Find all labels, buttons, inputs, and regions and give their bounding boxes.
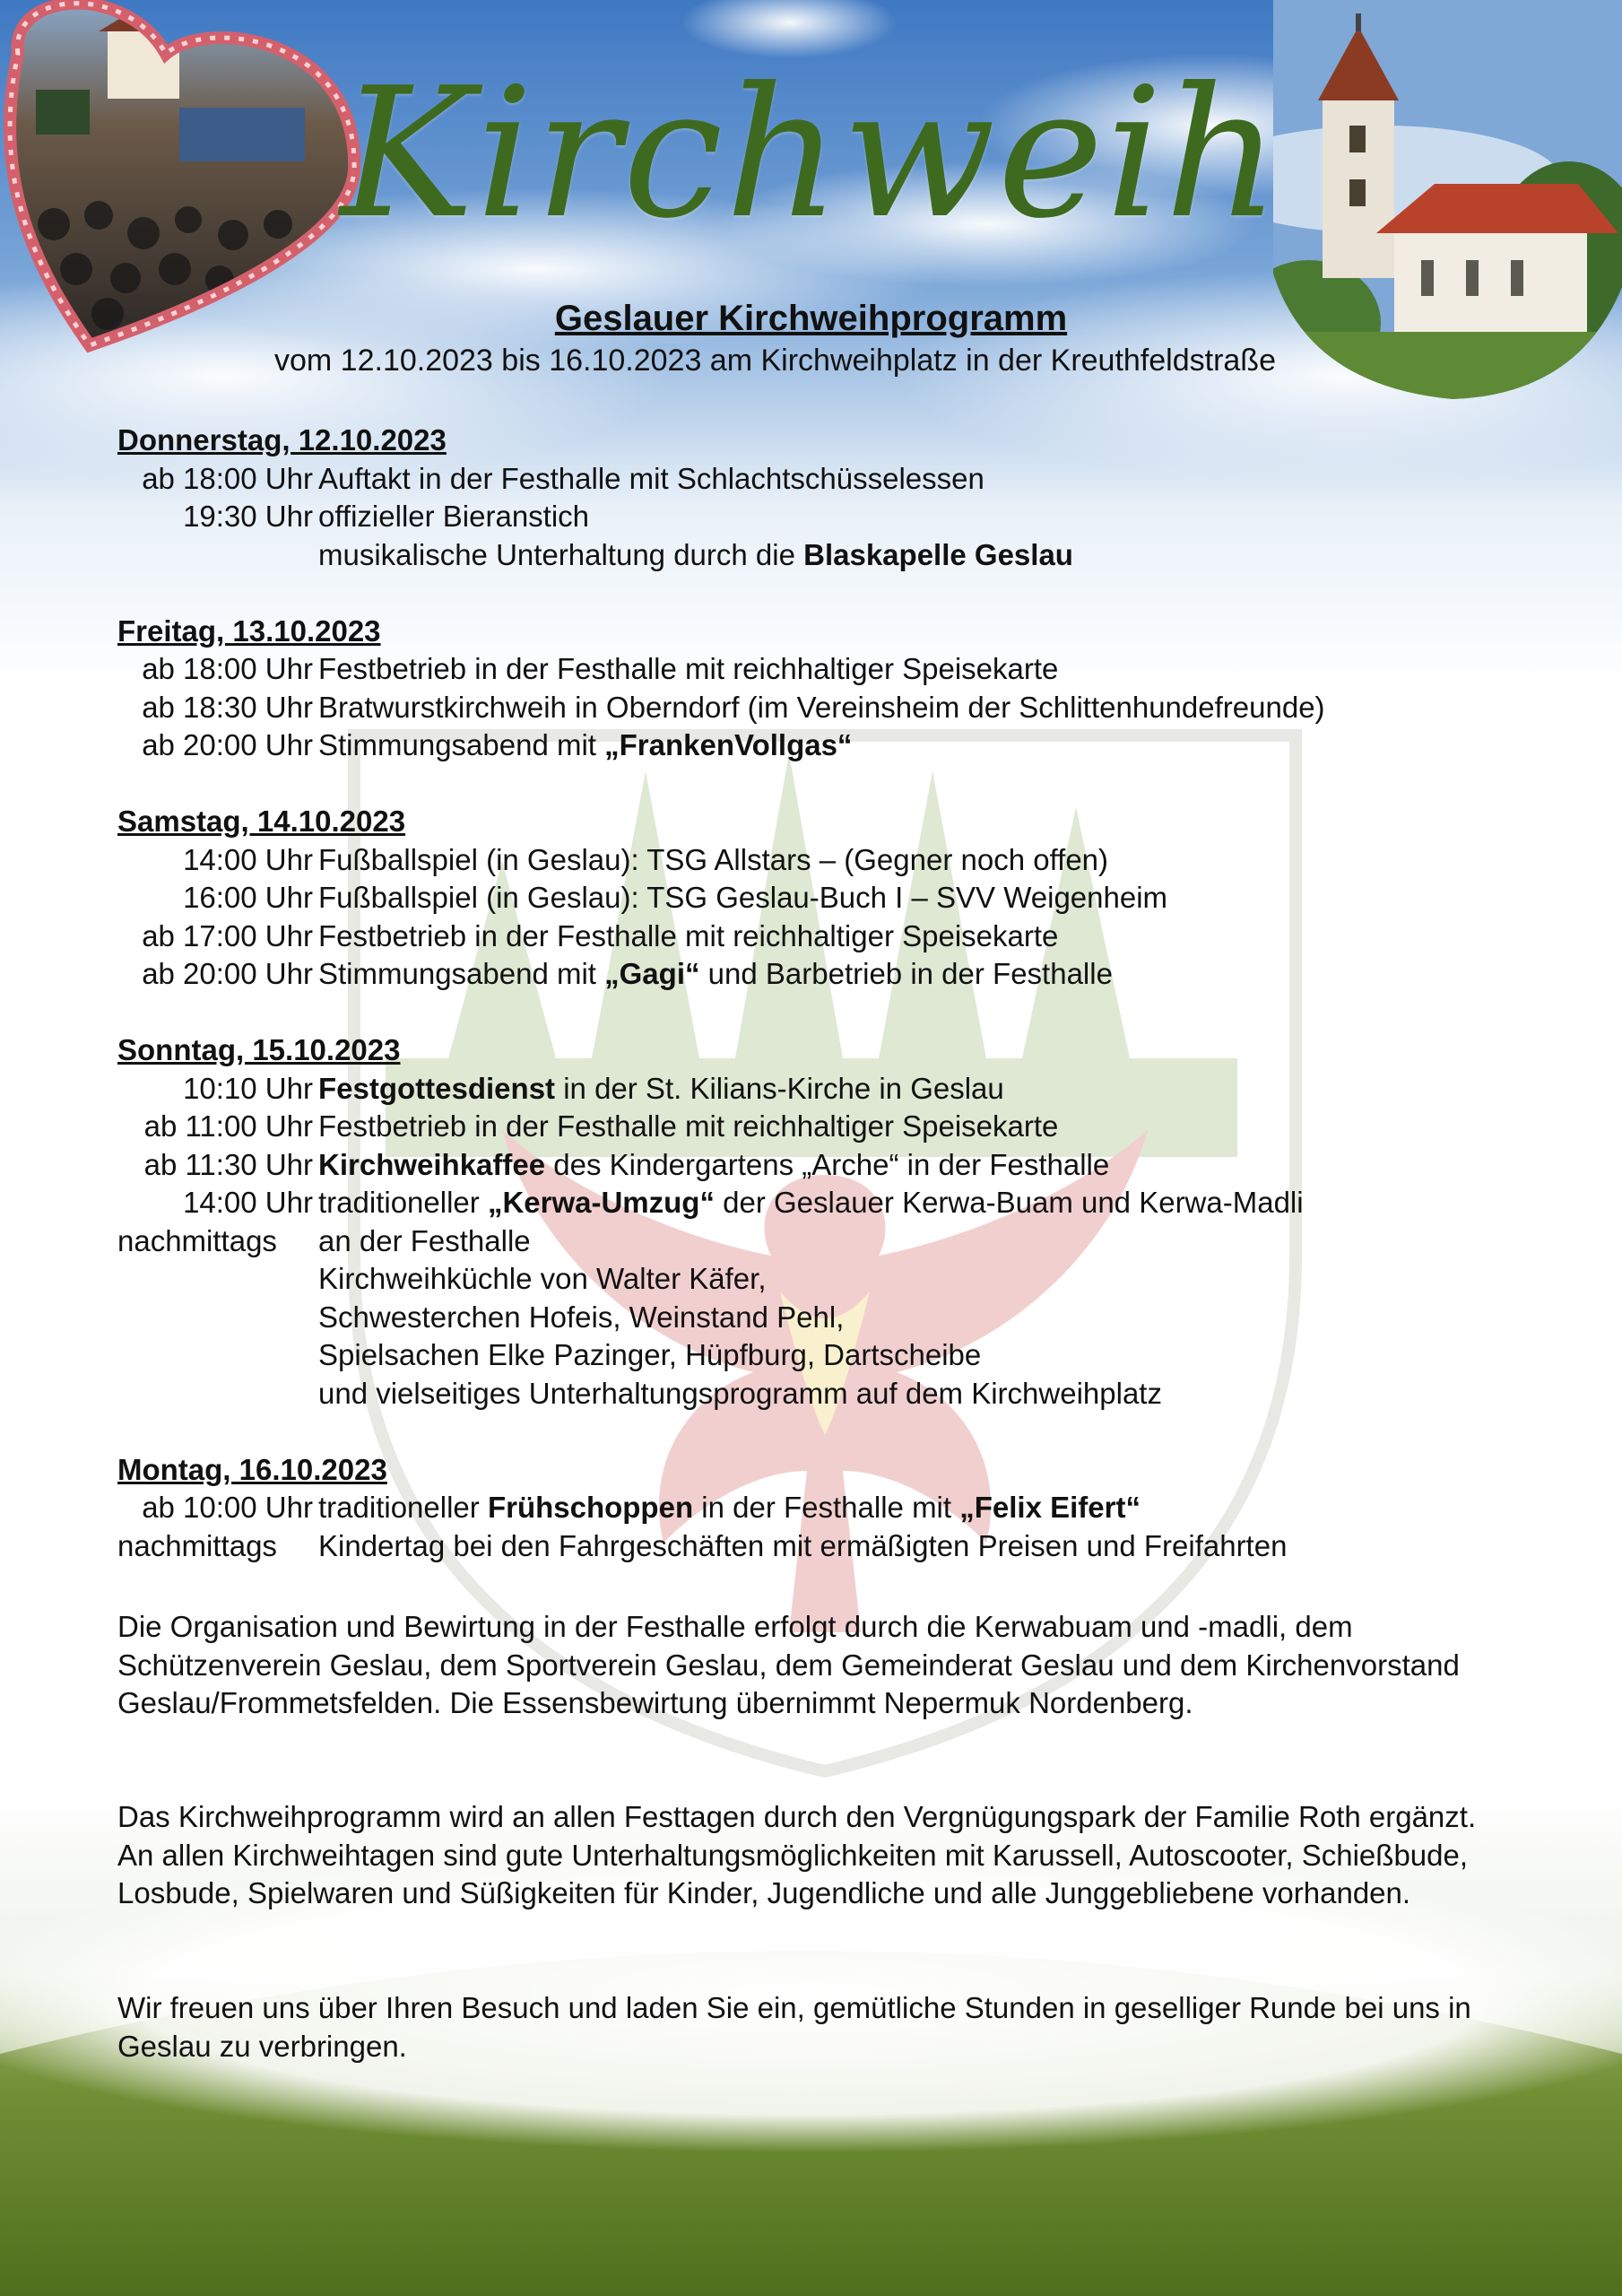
schedule-description — [313, 1527, 1287, 1566]
description-text: des Kindergartens „Arche“ in der Festhalle — [545, 1147, 1110, 1181]
schedule-row — [117, 650, 1325, 689]
highlight-text: „Kerwa-Umzug“ — [487, 1186, 715, 1219]
description-text: Festbetrieb in der Festhalle mit reichhaltiger Speisekarte — [318, 918, 1059, 952]
description-text: Fußballspiel (in Geslau): TSG Geslau-Buch I – SVV Weigenheim — [318, 881, 1168, 914]
schedule-description — [313, 726, 852, 765]
schedule-description — [313, 1299, 844, 1337]
schedule-time: 16:00 Uhr — [183, 881, 313, 914]
program-heading: Geslauer Kirchweihprogramm — [554, 299, 1068, 338]
description-text: Kirchweihküchle von Walter Käfer, — [318, 1262, 767, 1295]
schedule-row — [117, 1489, 1325, 1527]
schedule-row — [117, 1222, 1325, 1261]
schedule-row — [117, 460, 1325, 499]
schedule-row — [117, 689, 1325, 727]
schedule-row — [117, 1184, 1325, 1222]
schedule-row — [117, 1260, 1325, 1299]
highlight-text: „Gagi“ — [604, 957, 700, 990]
schedule-description — [313, 1146, 1109, 1185]
schedule-description — [313, 650, 1058, 689]
schedule-row — [117, 918, 1325, 956]
schedule-time: nachmittags — [117, 1528, 277, 1562]
description-text: Kindertag bei den Fahrgeschäften mit ermäßigten Preisen und Freifahrten — [318, 1528, 1288, 1562]
closing-paragraph: Wir freuen uns über Ihren Besuch und laden Sie ein, gemütliche Stunden in geselliger Runde bei uns in Geslau zu verbringen. — [117, 1991, 1471, 2063]
schedule-description — [313, 1108, 1058, 1146]
schedule-time: ab 18:30 Uhr — [142, 690, 313, 724]
schedule-row — [117, 726, 1325, 765]
schedule-time: ab 11:00 Uhr — [143, 1109, 313, 1143]
highlight-text: Frühschoppen — [487, 1491, 694, 1524]
funfair-paragraph: Das Kirchweihprogramm wird an allen Festtagen durch den Vergnügungspark der Familie Roth ergänzt. An allen Kirchweihtagen sind gute Unterhaltungsmöglichkeiten mit Karussell, Autoscooter, Schießbude, Losbude, Spielwaren und Süßigkeiten für Kinder, Jugendliche und alle Junggebliebene vorhanden. — [117, 1800, 1477, 1909]
description-text: Schwesterchen Hofeis, Weinstand Pehl, — [318, 1300, 845, 1334]
description-text: Stimmungsabend mit — [318, 957, 605, 990]
schedule-row — [117, 536, 1325, 575]
schedule-description — [313, 955, 1113, 994]
description-text: Spielsachen Elke Pazinger, Hüpfburg, Dartscheibe — [318, 1338, 982, 1371]
schedule-time — [117, 1299, 313, 1337]
description-text: in der St. Kilians-Kirche in Geslau — [555, 1071, 1004, 1105]
schedule-description — [313, 1489, 1141, 1527]
description-text: Festbetrieb in der Festhalle mit reichhaltiger Speisekarte — [318, 652, 1059, 685]
schedule-time: nachmittags — [117, 1223, 277, 1257]
description-text: offizieller Bieranstich — [318, 500, 590, 533]
schedule-time — [117, 1375, 313, 1413]
description-text: der Geslauer Kerwa-Buam und Kerwa-Madli — [714, 1186, 1304, 1219]
schedule-time: ab 18:00 Uhr — [142, 652, 313, 685]
schedule-description — [313, 1184, 1304, 1222]
schedule-row — [117, 1070, 1325, 1109]
schedule-description — [313, 1070, 1004, 1109]
schedule-description — [313, 841, 1108, 880]
schedule-description — [313, 1336, 981, 1375]
description-text: Fußballspiel (in Geslau): TSG Allstars – (Gegner noch offen) — [318, 842, 1109, 876]
schedule-time: 19:30 Uhr — [183, 500, 313, 533]
description-text: und Barbetrieb in der Festhalle — [699, 957, 1113, 990]
day-heading: Sonntag, 15.10.2023 — [117, 1033, 401, 1066]
schedule-time — [117, 536, 313, 575]
day-heading: Samstag, 14.10.2023 — [117, 804, 406, 838]
highlight-text: Festgottesdienst — [318, 1071, 556, 1105]
description-text: und vielseitiges Unterhaltungsprogramm auf dem Kirchweihplatz — [318, 1376, 1162, 1410]
schedule-time: ab 17:00 Uhr — [142, 918, 313, 952]
schedule-time: ab 20:00 Uhr — [142, 957, 313, 990]
schedule-time: 10:10 Uhr — [183, 1071, 313, 1105]
description-text: Festbetrieb in der Festhalle mit reichhaltiger Speisekarte — [318, 1109, 1059, 1143]
schedule-row — [117, 1146, 1325, 1185]
highlight-text: Kirchweihkaffee — [318, 1147, 546, 1181]
organisation-paragraph: Die Organisation und Bewirtung in der Festhalle erfolgt durch die Kerwabuam und -madli, dem Schützenverein Geslau, dem Sportverein Geslau, dem Gemeinderat Geslau und dem Kirchenvorstand Geslau/Frommetsfelden. Die Essensbewirtung übernimmt Nepermuk Nordenberg. — [117, 1610, 1460, 1719]
day-heading: Freitag, 13.10.2023 — [117, 613, 381, 648]
highlight-text: „FrankenVollgas“ — [604, 728, 853, 761]
schedule-description — [313, 1222, 531, 1261]
schedule-description — [313, 536, 1073, 575]
schedule-row — [117, 1375, 1325, 1413]
schedule-description — [313, 689, 1325, 727]
description-text: traditioneller — [318, 1491, 488, 1524]
description-text: musikalische Unterhaltung durch die — [318, 537, 804, 571]
description-text: Auftakt in der Festhalle mit Schlachtschüsselessen — [318, 461, 984, 495]
schedule-row — [117, 498, 1325, 536]
highlight-text: „Felix Eifert“ — [959, 1491, 1141, 1524]
schedule-row — [117, 1299, 1325, 1337]
schedule-description — [313, 1260, 767, 1299]
page-title: Kirchweih — [340, 49, 1282, 258]
day-heading: Donnerstag, 12.10.2023 — [117, 423, 447, 457]
schedule-description — [313, 460, 984, 499]
schedule-row — [117, 1108, 1325, 1146]
schedule-time: 14:00 Uhr — [183, 842, 313, 876]
description-text: in der Festhalle mit — [693, 1491, 960, 1524]
schedule-time: ab 20:00 Uhr — [142, 728, 313, 761]
highlight-text: Blaskapelle Geslau — [803, 537, 1073, 571]
schedule-row — [117, 841, 1325, 880]
schedule-time: 14:00 Uhr — [183, 1186, 313, 1219]
schedule-description — [313, 918, 1058, 956]
schedule-row — [117, 1527, 1325, 1566]
schedule-description — [313, 879, 1167, 918]
day-heading: Montag, 16.10.2023 — [117, 1452, 387, 1486]
schedule-time: ab 10:00 Uhr — [142, 1491, 313, 1524]
schedule-time — [117, 1260, 313, 1299]
schedule-row — [117, 1336, 1325, 1375]
schedule-description — [313, 1375, 1162, 1413]
description-text: an der Festhalle — [318, 1223, 531, 1257]
schedule-time: ab 11:30 Uhr — [143, 1147, 313, 1181]
schedule-row — [117, 879, 1325, 918]
description-text: traditioneller — [318, 1186, 488, 1219]
schedule-time: ab 18:00 Uhr — [142, 461, 313, 495]
program-dates: vom 12.10.2023 bis 16.10.2023 am Kirchweihplatz in der Kreuthfeldstraße — [274, 344, 1276, 378]
schedule-row — [117, 955, 1325, 994]
program-schedule — [117, 422, 1325, 1565]
schedule-description — [313, 498, 589, 536]
schedule-time — [117, 1336, 313, 1375]
description-text: Stimmungsabend mit — [318, 728, 605, 761]
description-text: Bratwurstkirchweih in Oberndorf (im Vereinsheim der Schlittenhundefreunde) — [318, 690, 1325, 724]
